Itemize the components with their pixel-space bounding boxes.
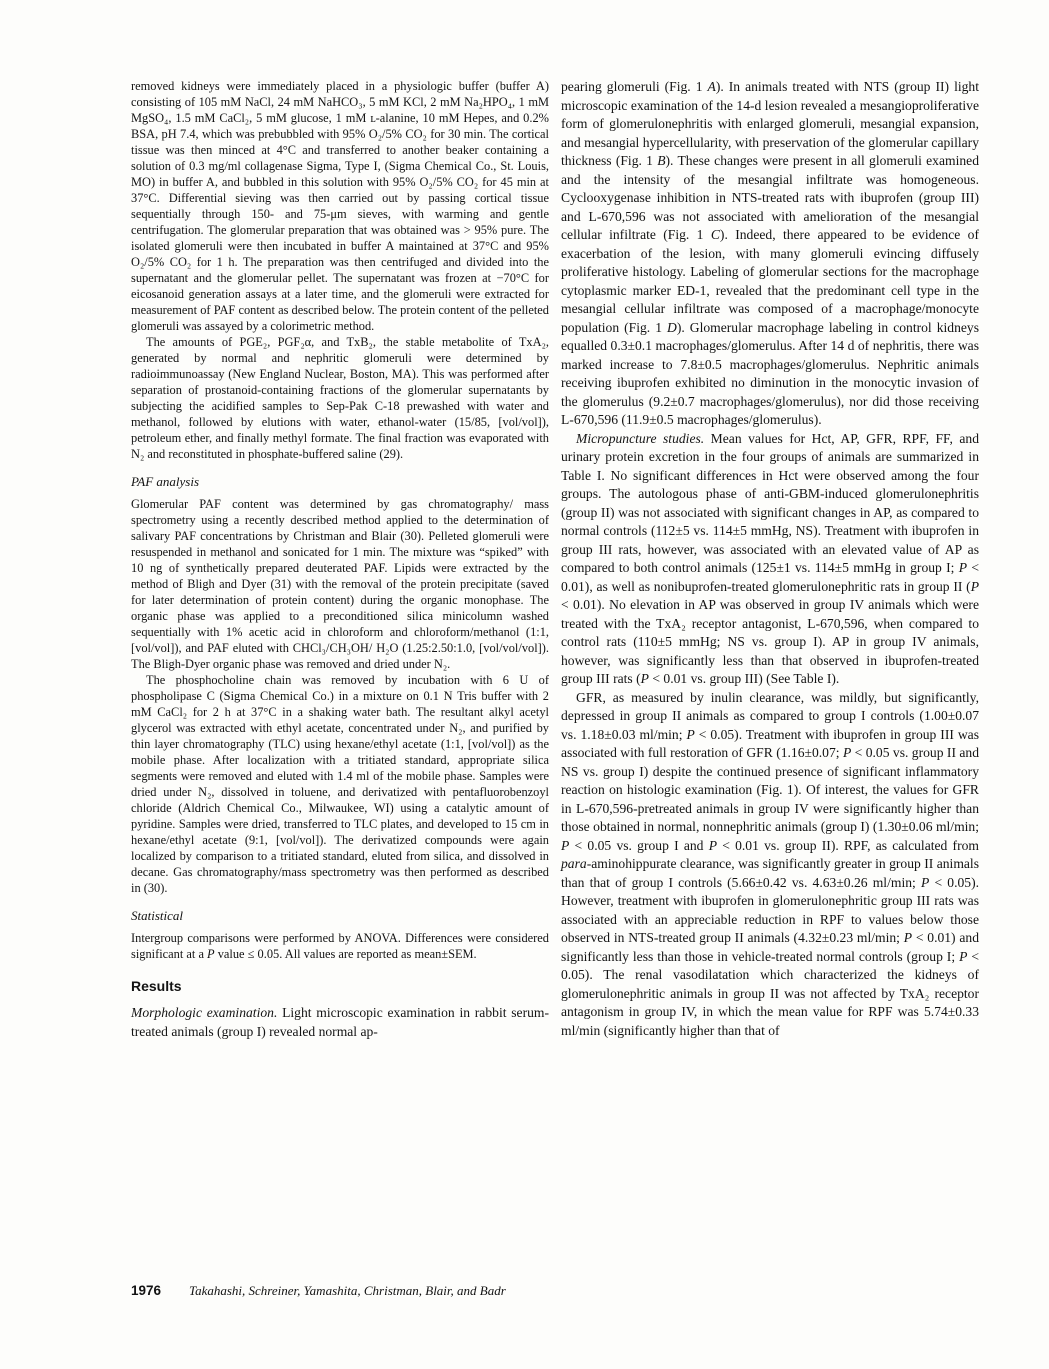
paragraph: Glomerular PAF content was determined by gas chromatography/ mass spectrometry using a recently described method applied to the determination of salivary PAF concentrations by Christman and Blair (30). Pelleted glomeruli were resuspended in methanol and sonicated for 1 min. The mixture was “spiked” with 10 ng of synthetically prepared deuterated PAF. Lipids were extracted by the method of Bligh and Dyer (31) with the removal of the protein precipitate (saved for later determination of protein content) during the organic monophase. The organic phase was applied to a preconditioned silica minicolumn washed sequentially with 1% acetic acid in chloroform and chloroform/methanol (1:1, [vol/vol]), and PAF eluted with CHCl₃/CH₃OH/ H₂O (1.25:2.50:1.0, [vol/vol/vol]). The Bligh-Dyer organic phase was removed and dried under N₂. <box>131 497 549 671</box>
subsection-heading: PAF analysis <box>131 474 200 489</box>
subsection-heading: Statistical <box>131 908 183 923</box>
paragraph: Micropuncture studies. Mean values for Hct, AP, GFR, RPF, FF, and urinary protein excretion in the four groups of animals are summarized in Table I. No significant differences in Hct were observed among the four groups. The autologous phase of anti-GBM-induced glomerulonephritis (group II) was not associated with significant changes in AP, as compared to normal controls (112±5 vs. 114±5 mmHg, NS). Treatment with ibuprofen in group III rats, however, was associated with an elevated value of AP as compared to both control animals (125±1 vs. 114±5 mmHg in group I; P < 0.01), as well as nonibuprofen-treated glomerulonephritic rats in group II (P < 0.01). No elevation in AP was observed in group IV animals which were treated with the TxA₂ receptor antagonist, L-670,596, when compared to control rats (110±5 mmHg; NS vs. group I). AP in group IV animals, however, was significantly less than that observed in ibuprofen-treated group III rats (P < 0.01 vs. group III) (See Table I). <box>561 430 980 686</box>
two-column-body <box>131 78 979 1041</box>
page-footer <box>131 1283 979 1299</box>
paragraph: Intergroup comparisons were performed by ANOVA. Differences were considered significant at a P value ≤ 0.05. All values are reported as mean±SEM. <box>131 931 549 961</box>
running-authors: Takahashi, Schreiner, Yamashita, Christman, Blair, and Badr <box>189 1283 506 1298</box>
right-column <box>561 78 979 1041</box>
paragraph: The amounts of PGE₂, PGF₂α, and TxB₂, the stable metabolite of TxA₂, generated by normal and nephritic glomeruli were determined by radioimmunoassay (New England Nuclear, Boston, MA). This was performed after separation of prostanoid-containing fractions of the glomerular supernatants by subjecting the acidified samples to Sep-Pak C-18 prewashed with water and methanol, followed by elutions with water, ethanol-water (15/85, [vol/vol]), petroleum ether, and finally methyl formate. The final fraction was evaporated with N₂ and reconstituted in phosphate-buffered saline (29). <box>131 335 549 461</box>
page-number: 1976 <box>131 1283 162 1298</box>
paragraph: pearing glomeruli (Fig. 1 A). In animals treated with NTS (group II) light microscopic examination of the 14-d lesion revealed a mesangioproliferative form of glomerulonephritis with enlarged glomeruli, mesangial expansion, and mesangial hypercellularity, with preservation of the glomerular capillary thickness (Fig. 1 B). These changes were present in all glomeruli examined and the intensity of the mesangial infiltrate was homogeneous. Cyclooxygenase inhibition in NTS-treated rats with ibuprofen (group III) and L-670,596 was not associated with amelioration of the mesangial cellular infiltrate (Fig. 1 C). Indeed, there appeared to be evidence of exacerbation of the lesion, with many glomeruli evincing diffusely proliferative histology. Labeling of glomerular sections for the macrophage cytoplasmic marker ED-1, revealed that the predominant cell type in the mesangial cellular infiltrate was composed of a macrophage/monocyte population (Fig. 1 D). Glomerular macrophage labeling in control kidneys equalled 0.3±0.1 macrophages/glomerulus. After 14 d of nephritis, there was marked increase to 7.8±0.5 macrophages/glomerulus. Nephritic animals receiving ibuprofen exhibited no diminution in the monocytic invasion of the glomerulus (9.2±0.7 macrophages/glomerulus), nor did those receiving L-670,596 (11.9±0.5 macrophages/glomerulus). <box>561 79 979 427</box>
paragraph: The phosphocholine chain was removed by incubation with 6 U of phospholipase C (Sigma Chemical Co.) in a mixture on 0.1 N Tris buffer with 2 mM CaCl₂ for 2 h at 37°C in a shaking water bath. The resultant alkyl acetyl glycerol was extracted with ethyl acetate, concentrated under N₂, and purified by thin layer chromatography (TLC) using hexane/ethyl acetate (1:1, [vol/vol]) as the mobile phase. After localization with a tritiated standard, appropriate silica segments were removed and eluted with 1.4 ml of the mobile phase. Samples were dried under N₂, dissolved in toluene, and derivatized with pentafluorobenzoyl chloride (Aldrich Chemical Co., Milwaukee, WI) using a catalytic amount of pyridine. Samples were dried, transferred to TLC plates, and developed to 15 cm in hexane/ethyl acetate (9:1, [vol/vol]). The derivatized compounds were again localized by comparison to a tritiated standard, eluted from silica, and dissolved in decane. Gas chromatography/mass spectrometry was then performed as described in (30). <box>131 673 549 895</box>
paragraph: GFR, as measured by inulin clearance, was mildly, but significantly, depressed in group II animals as compared to group I controls (1.00±0.07 vs. 1.18±0.03 ml/min; P < 0.05). Treatment with ibuprofen in group III was associated with full restoration of GFR (1.16±0.07; P < 0.05 vs. group II and NS vs. group I) despite the continued presence of significant inflammatory reaction on histologic examination (Fig. 1). Of interest, the values for GFR in L-670,596-pretreated animals in group IV were significantly higher than those obtained in normal, nonnephritic animals (group I) (1.30±0.06 ml/min; P < 0.05 vs. group I and P < 0.01 vs. group II). RPF, as calculated from para-aminohippurate clearance, was significantly greater in group II animals than that of group I controls (5.66±0.42 vs. 4.63±0.26 ml/min; P < 0.05). However, treatment with ibuprofen in glomerulonephritic group III rats was associated with an appreciable reduction in RPF to values below those observed in NTS-treated group II animals (4.32±0.23 ml/min; P < 0.01) and significantly less than those in vehicle-treated normal controls (group I; P < 0.05). The renal vasodilatation which characterized the kidneys of glomerulonephritic animals in group II was not affected by TxA₂ receptor antagonism in group IV, in which the mean value for RPF was 5.74±0.33 ml/min (significantly higher than that of <box>561 689 979 1038</box>
paragraph: removed kidneys were immediately placed in a physiologic buffer (buffer A) consisting of 105 mM NaCl, 24 mM NaHCO₃, 5 mM KCl, 2 mM Na₂HPO₄, 1 mM MgSO₄, 1.5 mM CaCl₂, 5 mM glucose, 1 mM ʟ-alanine, 10 mM Hepes, and 0.2% BSA, pH 7.4, which was prebubbled with 95% O₂/5% CO₂ for 30 min. The cortical tissue was then minced at 4°C and transferred to another beaker containing a solution of 0.3 mg/ml collagenase Sigma, Type I, (Sigma Chemical Co., St. Louis, MO) in buffer A, and bubbled in this solution with 95% O₂/5% CO₂ for 45 min at 37°C. Differential sieving was then carried out by passing cortical tissue sequentially through 150- and 75-μm sieves, with warming and gentle centrifugation. The glomerular preparation that was obtained was > 95% pure. The isolated glomeruli were then incubated in buffer A maintained at 37°C and 95% O₂/5% CO₂ for 1 h. The preparation was then centrifuged and divided into the supernatant and the glomerular pellet. The supernatant was frozen at −70°C for eicosanoid generation assays at a later time, and the glomeruli were extracted for measurement of PAF content as described below. The protein content of the pelleted glomeruli was assayed by a colorimetric method. <box>131 79 549 333</box>
paragraph: Morphologic examination. Light microscopic examination in rabbit serum-treated animals (group I) revealed normal ap- <box>131 1005 549 1039</box>
section-heading: Results <box>131 978 182 994</box>
left-column <box>131 78 549 1041</box>
